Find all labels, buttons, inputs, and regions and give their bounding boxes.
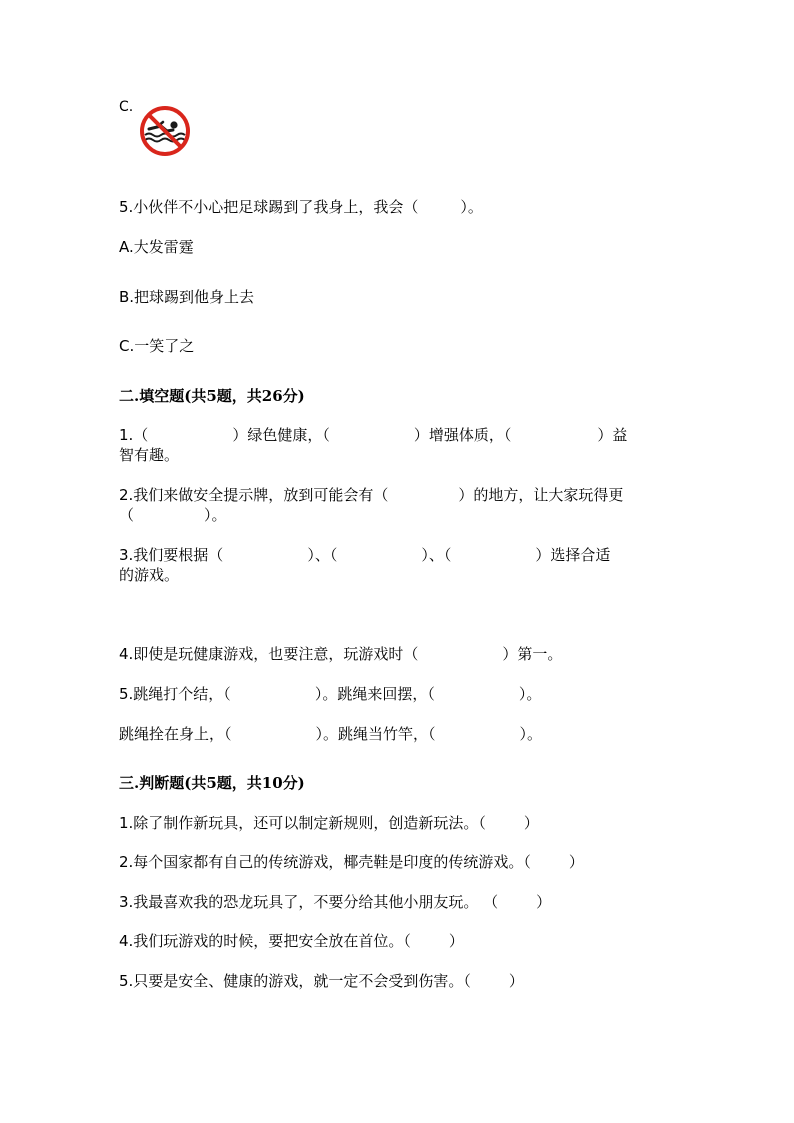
s3-item-5: 5.只要是安全、健康的游戏，就一定不会受到伤害。（ ） (119, 972, 524, 990)
q5-option-a[interactable]: A.大发雷霆 (119, 238, 194, 256)
s2-q1-line2: 智有趣。 (119, 446, 180, 464)
s2-q3-line1: 3.我们要根据（ ）、（ ）、（ ）选择合适 (119, 546, 611, 564)
section2-title: 二.填空题(共5题，共26分) (119, 387, 305, 405)
q5-option-c[interactable]: C.一笑了之 (119, 337, 195, 355)
section3-title: 三.判断题(共5题，共10分) (119, 774, 305, 792)
s2-q5-line2: 跳绳拴在身上，（ ）。跳绳当竹竿，（ ）。 (119, 725, 543, 743)
s2-q3-line2: 的游戏。 (119, 566, 180, 584)
q5-option-b[interactable]: B.把球踢到他身上去 (119, 288, 255, 306)
s3-item-3: 3.我最喜欢我的恐龙玩具了，不要分给其他小朋友玩。 （ ） (119, 893, 552, 911)
s3-item-4: 4.我们玩游戏的时候，要把安全放在首位。（ ） (119, 932, 464, 950)
q4-option-c-label: C. (119, 99, 134, 115)
s2-q1-line1: 1.（ ）绿色健康，（ ）增强体质，（ ）益 (119, 426, 628, 444)
s3-item-1: 1.除了制作新玩具，还可以制定新规则，创造新玩法。（ ） (119, 814, 539, 832)
s2-q5-line1: 5.跳绳打个结，（ ）。跳绳来回摆，（ ）。 (119, 685, 542, 703)
s2-q2-line2: （ ）。 (119, 506, 227, 524)
s2-q4: 4.即使是玩健康游戏，也要注意，玩游戏时（ ）第一。 (119, 645, 563, 663)
q5-stem: 5.小伙伴不小心把足球踢到了我身上，我会（ ）。 (119, 198, 483, 216)
no-swimming-icon (137, 104, 193, 158)
s2-q2-line1: 2.我们来做安全提示牌，放到可能会有（ ）的地方，让大家玩得更 (119, 486, 624, 504)
s3-item-2: 2.每个国家都有自己的传统游戏，椰壳鞋是印度的传统游戏。（ ） (119, 853, 584, 871)
